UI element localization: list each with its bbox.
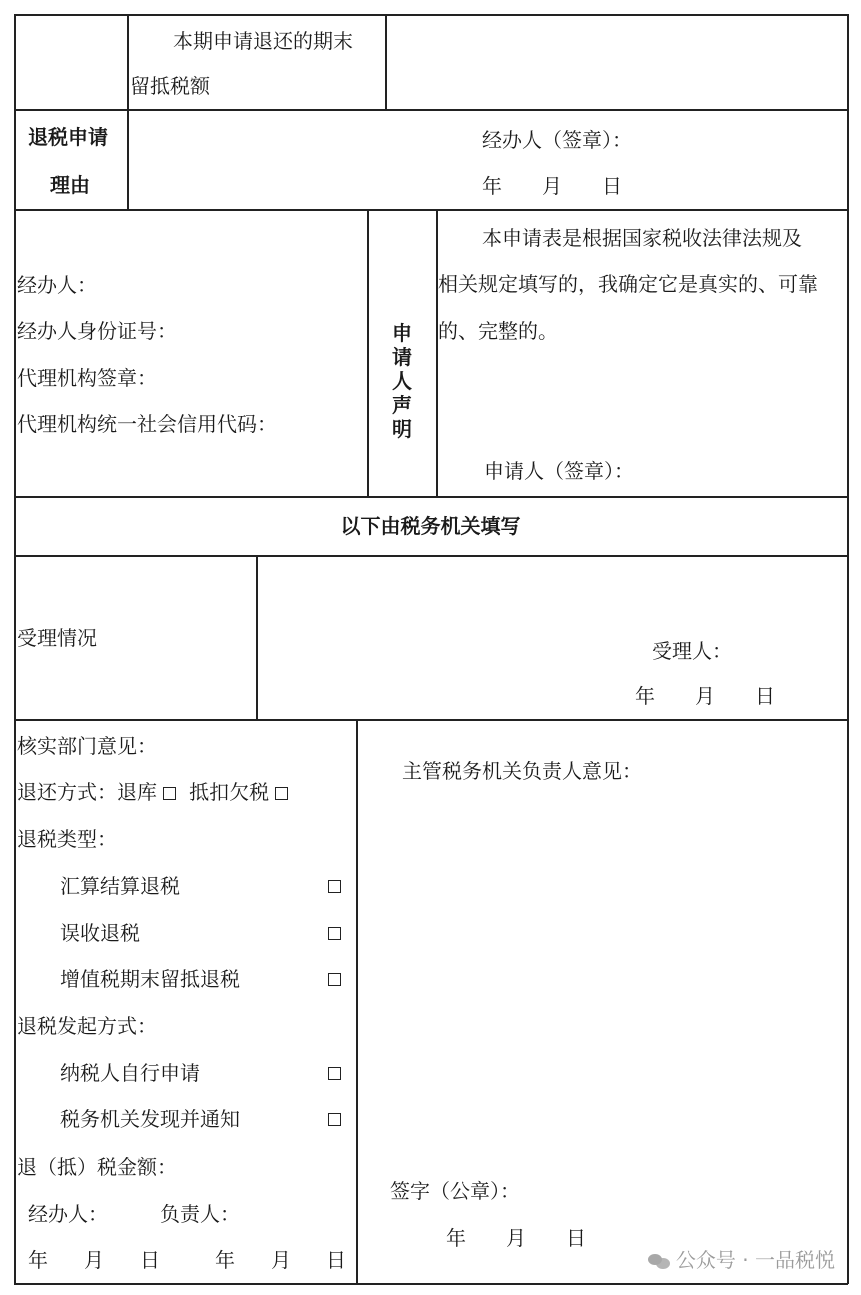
refund-amount-label-line2: 留抵税额 xyxy=(130,74,210,98)
initiation-label: 退税发起方式： xyxy=(17,1014,157,1038)
watermark-text: 公众号 · 一品税悦 xyxy=(675,1248,835,1272)
chief-date: 年 月 日 xyxy=(446,1226,586,1250)
refund-method-label: 退还方式： xyxy=(17,780,117,804)
line-verify-mid xyxy=(356,719,358,1284)
agent-handler-label: 经办人： xyxy=(17,273,97,297)
handler-signature-label: 经办人（签章）： xyxy=(482,128,632,152)
type-wrongful-label: 误收退税 xyxy=(60,921,140,945)
chief-opinion-label: 主管税务机关负责人意见： xyxy=(402,759,642,783)
handler-date-year: 年 xyxy=(28,1248,48,1272)
line-accept-mid xyxy=(256,555,258,720)
method-offset-checkbox[interactable] xyxy=(275,787,288,800)
line-decl-left xyxy=(367,209,369,497)
watermark xyxy=(648,1244,835,1273)
line-row1-bottom xyxy=(14,109,848,111)
responsible-date-month: 月 xyxy=(271,1248,291,1272)
refund-amount-label: 退（抵）税金额： xyxy=(17,1155,177,1179)
verify-handler-label: 经办人： xyxy=(28,1202,108,1226)
declaration-text-line3: 的、完整的。 xyxy=(438,319,558,343)
type-wrongful-checkbox[interactable] xyxy=(328,927,341,940)
type-settlement-label: 汇算结算退税 xyxy=(60,874,180,898)
receiver-label: 受理人： xyxy=(652,639,732,663)
responsible-date-day: 日 xyxy=(326,1248,346,1272)
refund-reason-label-line1: 退税申请 xyxy=(28,125,108,149)
border-right xyxy=(847,14,849,1284)
handler-date-day: 日 xyxy=(140,1248,160,1272)
acceptance-date: 年 月 日 xyxy=(635,684,775,708)
declaration-title: 申请人声明 xyxy=(392,321,412,441)
handler-date-month: 月 xyxy=(84,1248,104,1272)
agency-credit-code-label: 代理机构统一社会信用代码： xyxy=(17,412,277,436)
border-top xyxy=(14,14,848,16)
acceptance-label: 受理情况 xyxy=(17,626,97,650)
type-settlement-checkbox[interactable] xyxy=(328,880,341,893)
line-row1-2-left xyxy=(127,14,129,210)
line-header-bottom xyxy=(14,555,848,557)
verify-responsible-label: 负责人： xyxy=(160,1202,240,1226)
applicant-signature-label: 申请人（签章）： xyxy=(484,459,634,483)
refund-reason-label-line2: 理由 xyxy=(50,173,90,197)
refund-method-row xyxy=(17,782,288,802)
type-vat-credit-checkbox[interactable] xyxy=(328,973,341,986)
refund-amount-label-line1: 本期申请退还的期末 xyxy=(173,29,353,53)
init-taxpayer-label: 纳税人自行申请 xyxy=(60,1061,200,1085)
method-offset-label: 抵扣欠税 xyxy=(189,780,270,804)
handler-date: 年 月 日 xyxy=(482,174,622,198)
tax-authority-section-header: 以下由税务机关填写 xyxy=(340,514,521,538)
line-row1-right xyxy=(385,14,387,110)
init-taxpayer-checkbox[interactable] xyxy=(328,1067,341,1080)
method-treasury-checkbox[interactable] xyxy=(163,787,176,800)
wechat-icon xyxy=(648,1253,670,1269)
line-row3-bottom xyxy=(14,496,848,498)
chief-signature-label: 签字（公章）： xyxy=(390,1179,520,1203)
type-vat-credit-label: 增值税期末留抵退税 xyxy=(60,967,240,991)
method-treasury-label: 退库 xyxy=(117,780,157,804)
line-accept-bottom xyxy=(14,719,848,721)
init-authority-checkbox[interactable] xyxy=(328,1113,341,1126)
declaration-text-line1: 本申请表是根据国家税收法律法规及 xyxy=(482,226,802,250)
init-authority-label: 税务机关发现并通知 xyxy=(60,1107,240,1131)
verify-dept-opinion-label: 核实部门意见： xyxy=(17,734,157,758)
declaration-text-line2: 相关规定填写的，我确定它是真实的、可靠 xyxy=(438,272,818,296)
refund-type-label: 退税类型： xyxy=(17,827,117,851)
responsible-date-year: 年 xyxy=(215,1248,235,1272)
line-decl-right xyxy=(436,209,438,497)
agency-seal-label: 代理机构签章： xyxy=(17,366,157,390)
agent-id-label: 经办人身份证号： xyxy=(17,319,177,343)
border-left xyxy=(14,14,16,1284)
line-row2-bottom xyxy=(14,209,848,211)
border-bottom xyxy=(14,1283,848,1285)
